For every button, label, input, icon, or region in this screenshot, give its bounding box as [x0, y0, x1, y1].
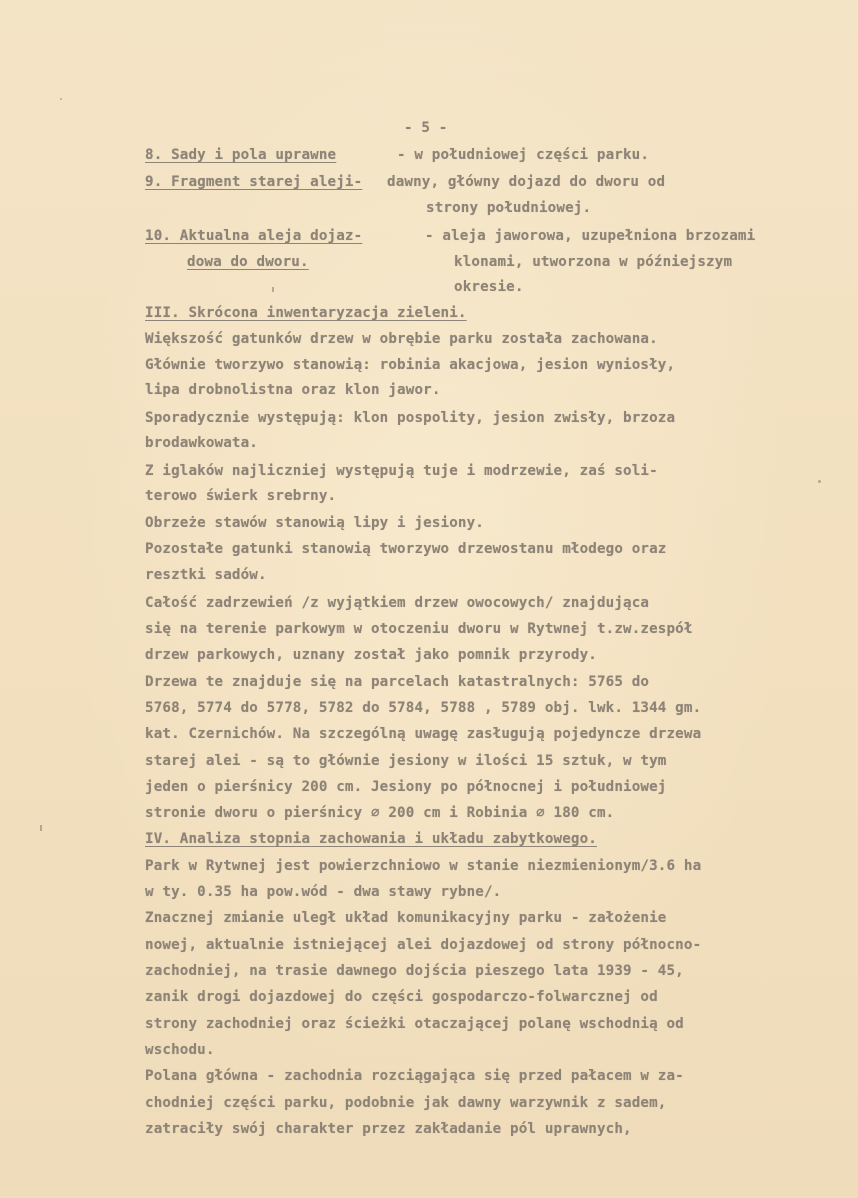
- section-3-line: Większość gatunków drzew w obrębie parku została zachowana.: [145, 331, 658, 347]
- section-3-line: resztki sadów.: [145, 567, 267, 583]
- section-4-line: zachodniej, na trasie dawnego dojścia pieszego lata 1939 - 45,: [145, 963, 684, 979]
- page-number: - 5 -: [404, 120, 448, 136]
- stray-mark: [60, 98, 62, 100]
- section-3-line: starej alei - są to głównie jesiony w ilości 15 sztuk, w tym: [145, 753, 667, 769]
- section-3-line: Drzewa te znajduje się na parcelach katastralnych: 5765 do: [145, 674, 650, 690]
- section-4-line: chodniej części parku, podobnie jak dawny warzywnik z sadem,: [145, 1095, 667, 1111]
- section-4-line: nowej, aktualnie istniejącej alei dojazdowej od strony północno-: [145, 937, 702, 953]
- section-3-line: Z iglaków najliczniej występują tuje i modrzewie, zaś soli-: [145, 463, 658, 479]
- section-3-line: kat. Czernichów. Na szczególną uwagę zasługują pojedyncze drzewa: [145, 726, 702, 742]
- section-4-line: zanik drogi dojazdowej do części gospodarczo-folwarcznej od: [145, 989, 658, 1005]
- section-4-line: Znacznej zmianie uległ układ komunikacyjny parku - założenie: [145, 910, 667, 926]
- section-3-line: jeden o pierśnicy 200 cm. Jesiony po północnej i południowej: [145, 779, 667, 795]
- section-3-line: Całość zadrzewień /z wyjątkiem drzew owocowych/ znajdująca: [145, 595, 650, 611]
- section-4-line: zatraciły swój charakter przez zakładanie pól uprawnych,: [145, 1121, 632, 1137]
- section-4-heading: IV. Analiza stopnia zachowania i układu zabytkowego.: [145, 831, 597, 847]
- list-item-9-desc-cont: strony południowej.: [426, 200, 592, 216]
- section-3-line: 5768, 5774 do 5778, 5782 do 5784, 5788 , 5789 obj. lwk. 1344 gm.: [145, 700, 702, 716]
- section-3-line: Pozostałe gatunki stanowią tworzywo drzewostanu młodego oraz: [145, 541, 667, 557]
- list-item-10-desc-cont: klonami, utworzona w późniejszym: [454, 254, 733, 270]
- list-item-9-label: 9. Fragment starej aleji-: [145, 174, 363, 190]
- section-4-line: strony zachodniej oraz ścieżki otaczającej polanę wschodnią od: [145, 1016, 684, 1032]
- list-item-9-desc: dawny, główny dojazd do dworu od: [387, 174, 666, 190]
- stray-mark: [272, 287, 274, 292]
- section-3-line: Głównie tworzywo stanowią: robinia akacjowa, jesion wyniosły,: [145, 357, 676, 373]
- section-3-line: drzew parkowych, uznany został jako pomnik przyrody.: [145, 647, 597, 663]
- section-4-line: w ty. 0.35 ha pow.wód - dwa stawy rybne/.: [145, 884, 502, 900]
- stray-mark: [818, 480, 821, 483]
- section-3-line: stronie dworu o pierśnicy ∅ 200 cm i Robinia ∅ 180 cm.: [145, 805, 615, 821]
- section-3-line: brodawkowata.: [145, 435, 258, 451]
- list-item-10-desc: - aleja jaworowa, uzupełniona brzozami: [425, 228, 756, 244]
- section-3-heading: III. Skrócona inwentaryzacja zieleni.: [145, 305, 467, 321]
- list-item-8-desc: - w południowej części parku.: [397, 147, 650, 163]
- section-4-line: Polana główna - zachodnia rozciągająca się przed pałacem w za-: [145, 1068, 684, 1084]
- section-3-line: lipa drobnolistna oraz klon jawor.: [145, 382, 441, 398]
- section-3-line: terowo świerk srebrny.: [145, 488, 337, 504]
- list-item-10-label: 10. Aktualna aleja dojaz-: [145, 228, 363, 244]
- list-item-10-desc-cont2: okresie.: [454, 279, 524, 295]
- list-item-10-label-cont: dowa do dworu.: [187, 254, 309, 270]
- section-4-line: wschodu.: [145, 1042, 215, 1058]
- stray-mark: [40, 825, 42, 831]
- section-3-line: Sporadycznie występują: klon pospolity, jesion zwisły, brzoza: [145, 410, 676, 426]
- section-3-line: Obrzeże stawów stanowią lipy i jesiony.: [145, 515, 484, 531]
- section-4-line: Park w Rytwnej jest powierzchniowo w stanie niezmienionym/3.6 ha: [145, 858, 702, 874]
- section-3-line: się na terenie parkowym w otoczeniu dworu w Rytwnej t.zw.zespół: [145, 621, 693, 637]
- list-item-8-label: 8. Sady i pola uprawne: [145, 147, 337, 163]
